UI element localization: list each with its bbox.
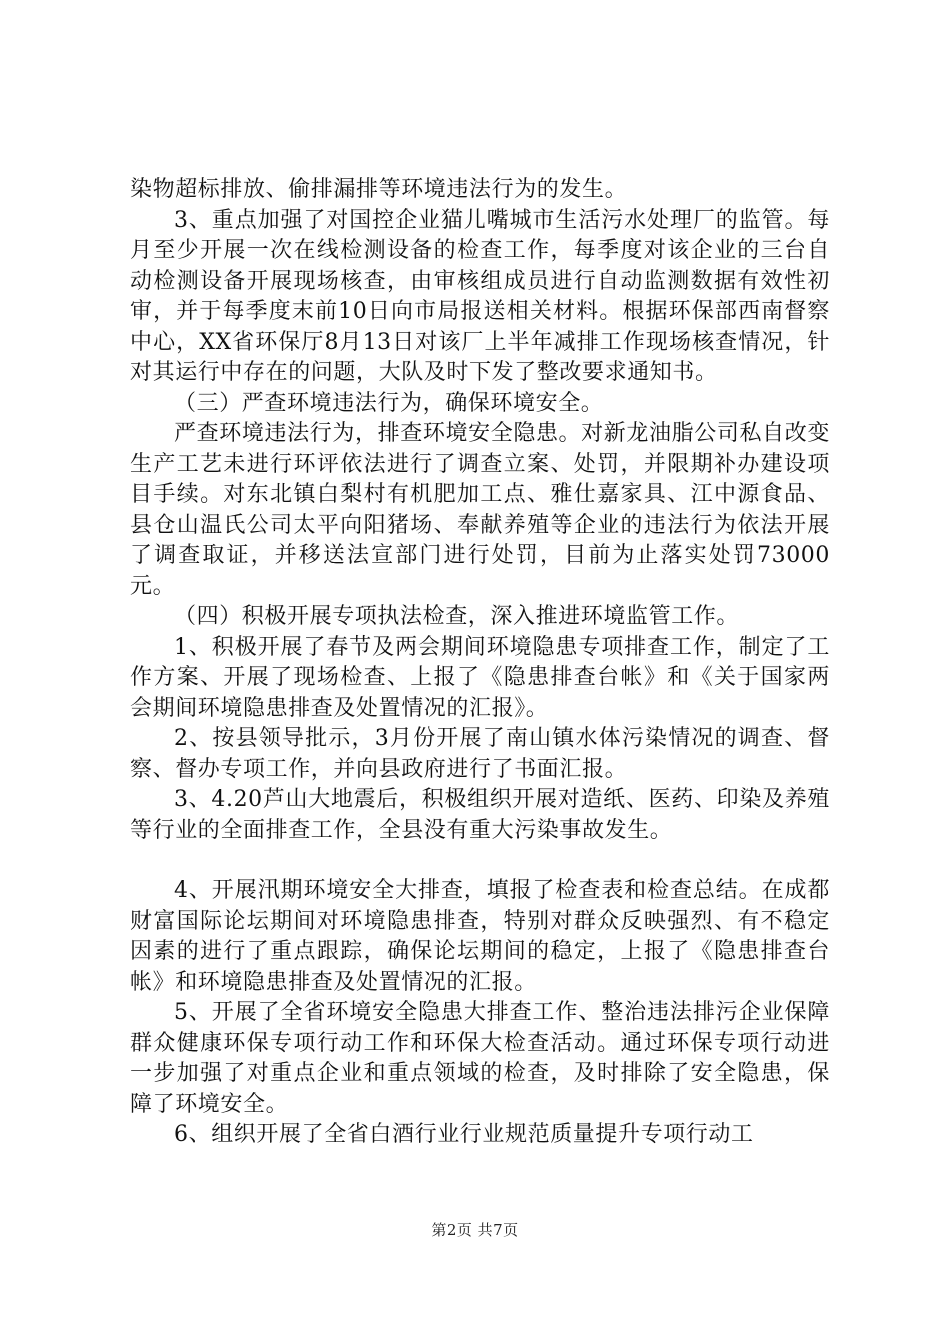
paragraph-item-3b: 3、4.20芦山大地震后，积极组织开展对造纸、医药、印染及养殖等行业的全面排查工作，全县没有重大污染事故发生。	[130, 787, 830, 843]
paragraph-item-1: 1、积极开展了春节及两会期间环境隐患专项排查工作，制定了工作方案、开展了现场检查、上报了《隐患排查台帐》和《关于国家两会期间环境隐患排查及处置情况的汇报》。	[130, 634, 830, 721]
document-body	[130, 175, 830, 1151]
page-footer: 第2页 共7页	[431, 1221, 519, 1239]
section-heading-4: （四）积极开展专项执法检查，深入推进环境监管工作。	[174, 604, 740, 629]
paragraph-enforcement: 严查环境违法行为，排查环境安全隐患。对新龙油脂公司私自改变生产工艺未进行环评依法进行了调查立案、处罚，并限期补办建设项目手续。对东北镇白梨村有机肥加工点、雅仕嘉家具、江中源食品、县仓山温氏公司太平向阳猪场、奉献养殖等企业的违法行为依法开展了调查取证，并移送法宣部门进行处罚，目前为止落实处罚73000元。	[130, 421, 830, 599]
paragraph-item-6: 6、组织开展了全省白酒行业行业规范质量提升专项行动工	[174, 1122, 754, 1147]
paragraph-item-4: 4、开展汛期环境安全大排查，填报了检查表和检查总结。在成都财富国际论坛期间对环境隐患排查，特别对群众反映强烈、有不稳定因素的进行了重点跟踪，确保论坛期间的稳定，上报了《隐患排查台帐》和环境隐患排查及处置情况的汇报。	[130, 878, 830, 995]
paragraph-continuation: 染物超标排放、偷排漏排等环境违法行为的发生。	[130, 177, 628, 202]
paragraph-item-2: 2、按县领导批示，3月份开展了南山镇水体污染情况的调查、督察、督办专项工作，并向县政府进行了书面汇报。	[130, 726, 830, 782]
section-heading-3: （三）严查环境违法行为，确保环境安全。	[174, 390, 604, 416]
paragraph-item-3: 3、重点加强了对国控企业猫儿嘴城市生活污水处理厂的监管。每月至少开展一次在线检测设备的检查工作，每季度对该企业的三台自动检测设备开展现场核查，由审核组成员进行自动监测数据有效性初审，并于每季度末前10日向市局报送相关材料。根据环保部西南督察中心，XX省环保厅8月13日对该厂上半年减排工作现场核查情况，针对其运行中存在的问题，大队及时下发了整改要求通知书。	[130, 207, 830, 385]
paragraph-item-5: 5、开展了全省环境安全隐患大排查工作、整治违法排污企业保障群众健康环保专项行动工作和环保大检查活动。通过环保专项行动进一步加强了对重点企业和重点领域的检查，及时排除了安全隐患，保障了环境安全。	[130, 1000, 830, 1117]
